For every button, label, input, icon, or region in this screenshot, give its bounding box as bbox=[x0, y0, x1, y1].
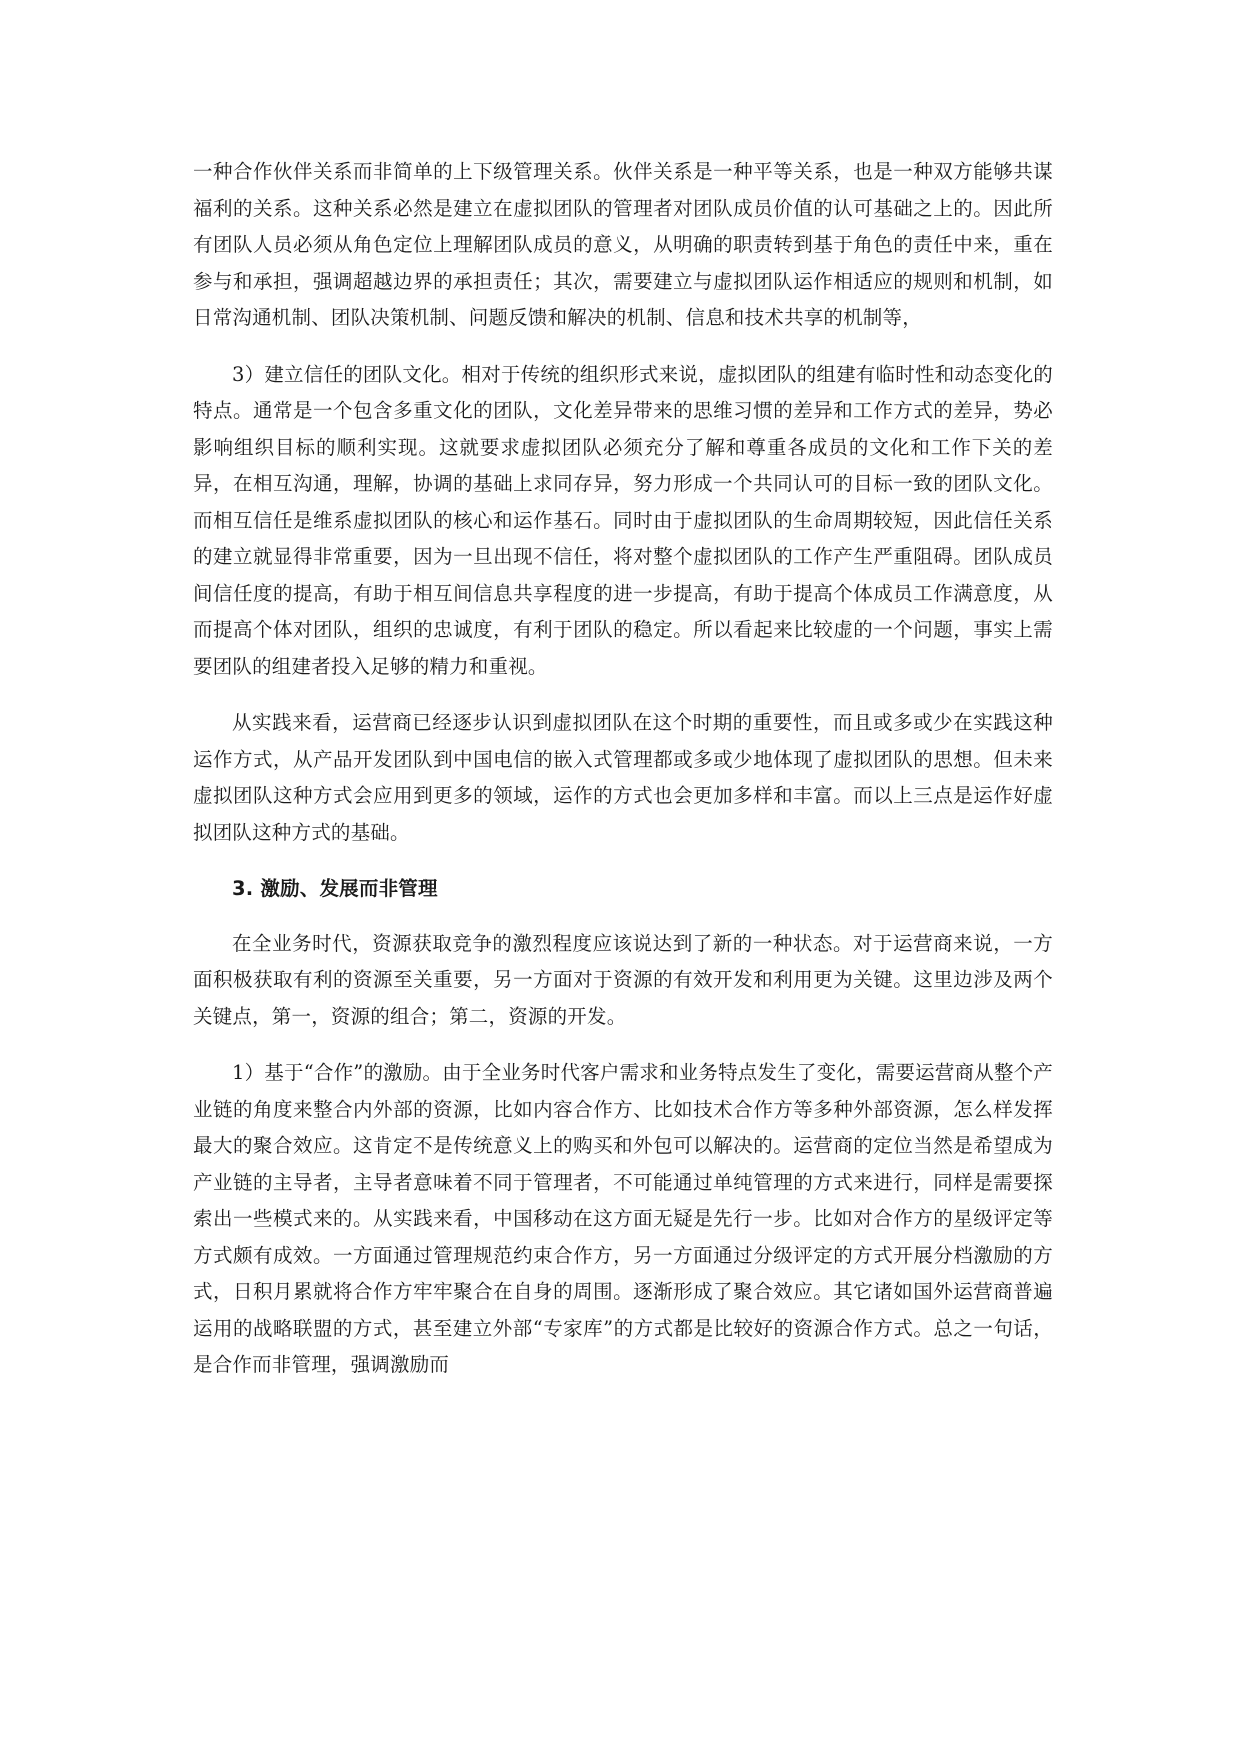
paragraph-trust-culture: 3）建立信任的团队文化。相对于传统的组织形式来说，虚拟团队的组建有临时性和动态变化的特点。通常是一个包含多重文化的团队，文化差异带来的思维习惯的差异和工作方式的差异，势必影响组织目标的顺利实现。这就要求虚拟团队必须充分了解和尊重各成员的文化和工作下关的差异，在相互沟通，理解，协调的基础上求同存异，努力形成一个共同认可的目标一致的团队文化。而相互信任是维系虚拟团队的核心和运作基石。同时由于虚拟团队的生命周期较短，因此信任关系的建立就显得非常重要，因为一旦出现不信任，将对整个虚拟团队的工作产生严重阻碍。团队成员间信任度的提高，有助于相互间信息共享程度的进一步提高，有助于提高个体成员工作满意度，从而提高个体对团队，组织的忠诚度，有利于团队的稳定。所以看起来比较虚的一个问题，事实上需要团队的组建者投入足够的精力和重视。 bbox=[193, 362, 1053, 678]
paragraph-partnership: 一种合作伙伴关系而非简单的上下级管理关系。伙伴关系是一种平等关系，也是一种双方能够共谋福利的关系。这种关系必然是建立在虚拟团队的管理者对团队成员价值的认可基础之上的。因此所有团队人员必须从角色定位上理解团队成员的意义，从明确的职责转到基于角色的责任中来，重在参与和承担，强调超越边界的承担责任；其次，需要建立与虚拟团队运作相适应的规则和机制，如日常沟通机制、团队决策机制、问题反馈和解决的机制、信息和技术共享的机制等， bbox=[193, 160, 1053, 329]
document-body bbox=[193, 154, 1053, 1404]
paragraph-practice: 从实践来看，运营商已经逐步认识到虚拟团队在这个时期的重要性，而且或多或少在实践这种运作方式，从产品开发团队到中国电信的嵌入式管理都或多或少地体现了虚拟团队的思想。但未来虚拟团队这种方式会应用到更多的领域，运作的方式也会更加多样和丰富。而以上三点是运作好虚拟团队这种方式的基础。 bbox=[193, 711, 1053, 844]
paragraph-resource-competition: 在全业务时代，资源获取竞争的激烈程度应该说达到了新的一种状态。对于运营商来说，一方面积极获取有利的资源至关重要，另一方面对于资源的有效开发和利用更为关键。这里边涉及两个关键点，第一，资源的组合；第二，资源的开发。 bbox=[193, 931, 1053, 1028]
paragraph-cooperation-incentive: 1）基于“合作”的激励。由于全业务时代客户需求和业务特点发生了变化，需要运营商从整个产业链的角度来整合内外部的资源，比如内容合作方、比如技术合作方等多种外部资源，怎么样发挥最大的聚合效应。这肯定不是传统意义上的购买和外包可以解决的。运营商的定位当然是希望成为产业链的主导者，主导者意味着不同于管理者，不可能通过单纯管理的方式来进行，同样是需要探索出一些模式来的。从实践来看，中国移动在这方面无疑是先行一步。比如对合作方的星级评定等方式颇有成效。一方面通过管理规范约束合作方，另一方面通过分级评定的方式开展分档激励的方式，日积月累就将合作方牢牢聚合在自身的周围。逐渐形成了聚合效应。其它诸如国外运营商普遍运用的战略联盟的方式，甚至建立外部“专家库”的方式都是比较好的资源合作方式。总之一句话，是合作而非管理，强调激励而 bbox=[193, 1061, 1053, 1376]
section-heading: 3. 激励、发展而非管理 bbox=[232, 877, 438, 900]
